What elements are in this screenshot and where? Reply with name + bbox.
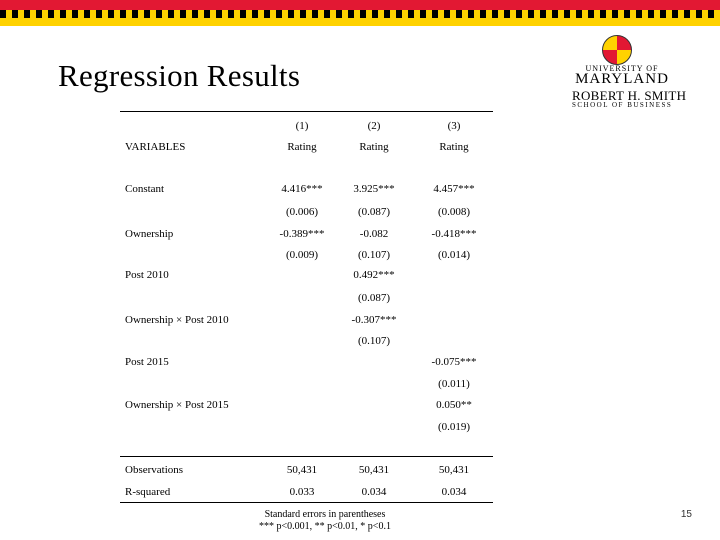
stat-value: 50,431 — [358, 464, 390, 476]
flag-band-checker — [0, 10, 720, 18]
logo-university-of: UNIVERSITY OF — [585, 64, 659, 73]
stat-label: R-squared — [125, 486, 171, 498]
coefficient-cell: 4.457*** — [433, 183, 475, 195]
logo-robert-h-smith: ROBERT H. SMITH — [572, 88, 687, 103]
coefficient-cell: 3.925*** — [353, 183, 395, 195]
dependent-variable: Rating — [287, 141, 317, 153]
stat-value: 50,431 — [286, 464, 318, 476]
std-error-cell: (0.087) — [357, 292, 391, 304]
std-error-cell: (0.014) — [437, 249, 471, 261]
column-number: (2) — [367, 120, 381, 132]
table-top-rule — [120, 111, 493, 112]
std-error-cell: (0.008) — [437, 206, 471, 218]
dependent-variable: Rating — [439, 141, 469, 153]
significance-note: *** p<0.001, ** p<0.01, * p<0.1 — [259, 521, 391, 532]
slide-title: Regression Results — [58, 58, 301, 93]
stat-label: Observations — [125, 464, 184, 476]
coefficient-cell: -0.307*** — [351, 314, 397, 326]
logo-maryland: MARYLAND — [575, 71, 669, 87]
coefficient-cell: 4.416*** — [281, 183, 323, 195]
stat-value: 0.034 — [441, 486, 467, 498]
row-label: Ownership × Post 2010 — [125, 314, 229, 326]
column-number: (1) — [295, 120, 309, 132]
table-note: Standard errors in parentheses — [264, 509, 386, 520]
row-label: Constant — [125, 183, 165, 195]
page-number: 15 — [680, 509, 692, 520]
variables-header: VARIABLES — [125, 141, 186, 153]
std-error-cell: (0.006) — [285, 206, 319, 218]
std-error-cell: (0.009) — [285, 249, 319, 261]
std-error-cell: (0.011) — [438, 378, 470, 390]
umd-smith-logo — [572, 35, 687, 109]
row-label: Post 2015 — [125, 356, 169, 368]
stat-value: 50,431 — [438, 464, 470, 476]
std-error-cell: (0.019) — [437, 421, 471, 433]
table-mid-rule — [120, 456, 493, 457]
stat-value: 0.034 — [361, 486, 387, 498]
dependent-variable: Rating — [359, 141, 389, 153]
std-error-cell: (0.107) — [357, 335, 391, 347]
row-label: Ownership × Post 2015 — [125, 399, 229, 411]
table-bottom-rule — [120, 502, 493, 503]
column-number: (3) — [447, 120, 461, 132]
std-error-cell: (0.087) — [357, 206, 391, 218]
coefficient-cell: 0.050** — [436, 399, 472, 411]
coefficient-cell: -0.082 — [359, 228, 389, 240]
maryland-flag-icon — [602, 35, 632, 65]
logo-school-of-business: SCHOOL OF BUSINESS — [572, 101, 673, 109]
std-error-cell: (0.107) — [357, 249, 391, 261]
coefficient-cell: -0.075*** — [431, 356, 477, 368]
coefficient-cell: -0.389*** — [279, 228, 325, 240]
row-label: Post 2010 — [125, 269, 169, 281]
row-label: Ownership — [125, 228, 174, 240]
stat-value: 0.033 — [289, 486, 315, 498]
flag-band-gold — [0, 18, 720, 26]
flag-band-red — [0, 0, 720, 10]
coefficient-cell: -0.418*** — [431, 228, 477, 240]
coefficient-cell: 0.492*** — [353, 269, 395, 281]
